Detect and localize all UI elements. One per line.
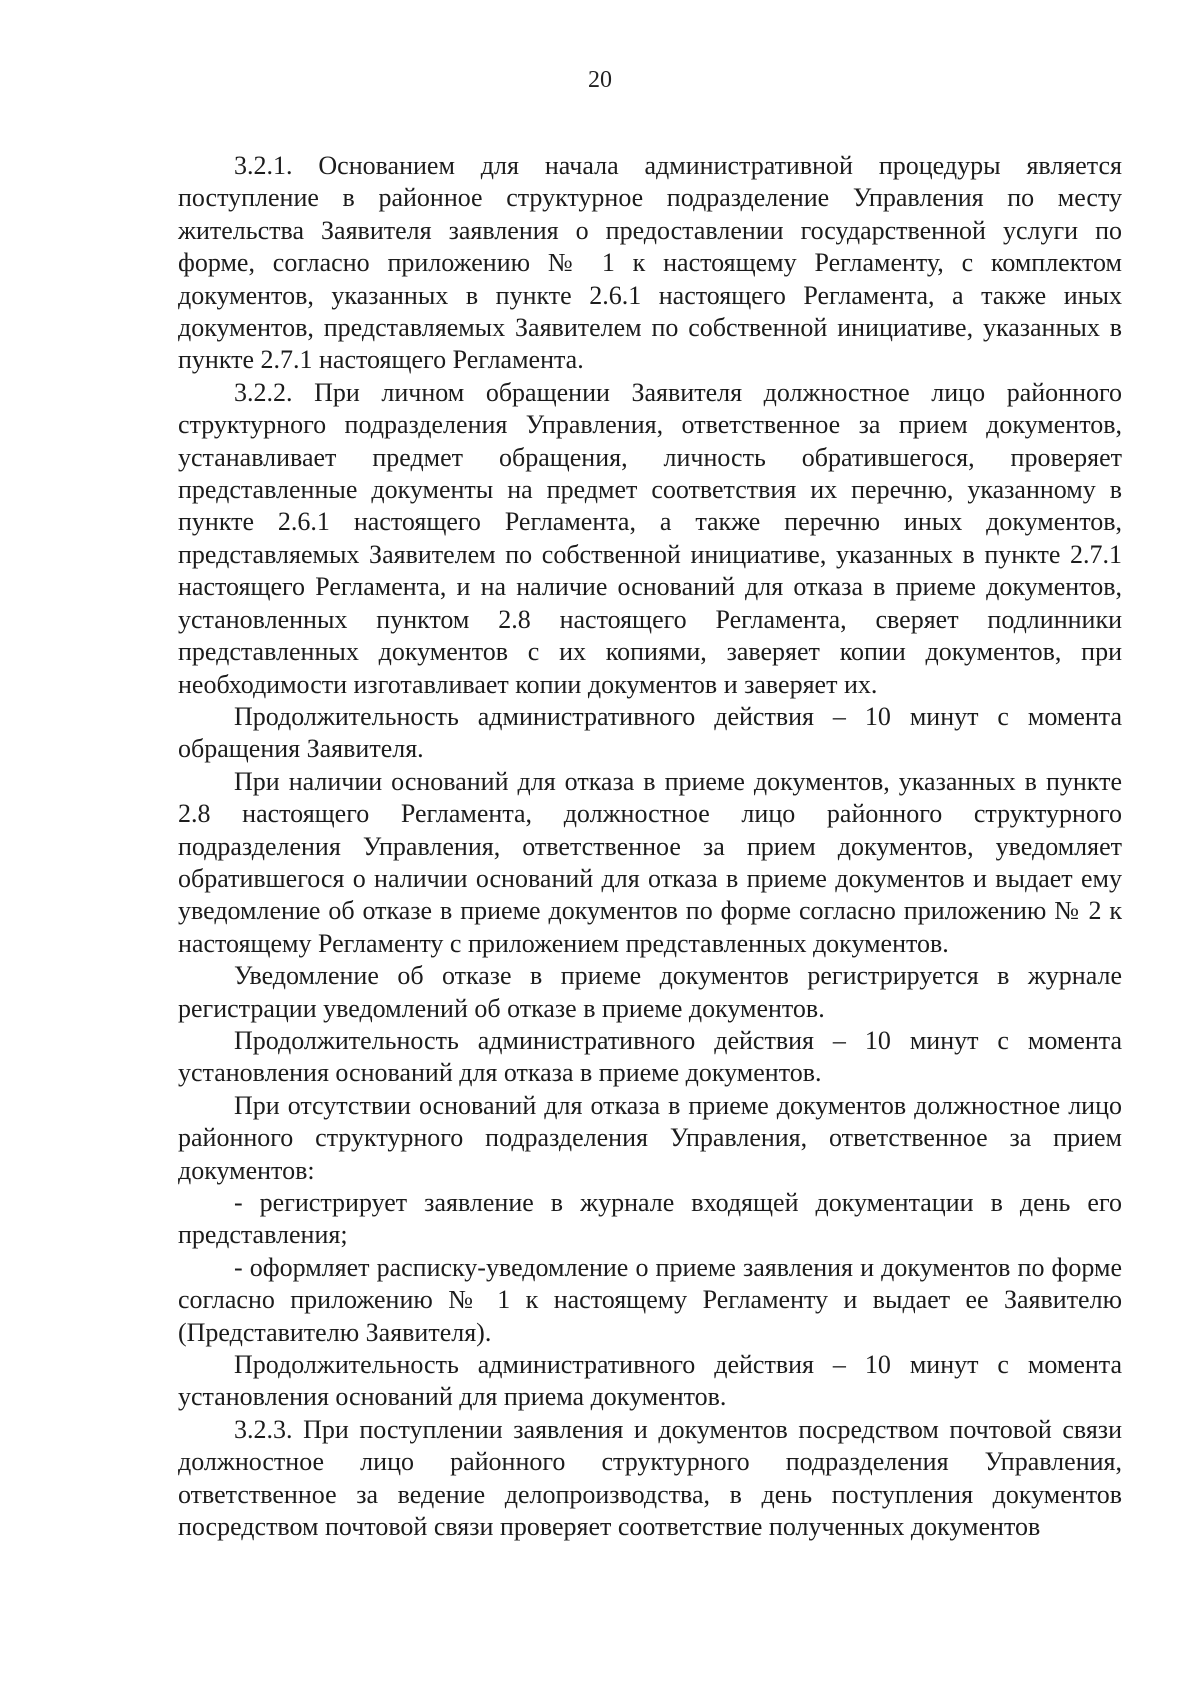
paragraph-duration-1: Продолжительность административного действия – 10 минут с момента обращения Заявителя. <box>178 701 1122 764</box>
paragraph-duration-2: Продолжительность административного действия – 10 минут с момента установления оснований для отказа в приеме документов. <box>178 1025 1122 1088</box>
paragraph-no-refusal-grounds: При отсутствии оснований для отказа в приеме документов должностное лицо районного структурного подразделения Управления, ответственное за прием документов: <box>178 1090 1122 1185</box>
list-item-issue-receipt: - оформляет расписку-уведомление о приеме заявления и документов по форме согласно приложению № 1 к настоящему Регламенту и выдает ее Заявителю (Представителю Заявителя). <box>178 1252 1122 1347</box>
page-number: 20 <box>588 67 612 93</box>
paragraph-refusal-registration: Уведомление об отказе в приеме документов регистрируется в журнале регистрации уведомлений об отказе в приеме документов. <box>178 961 1122 1023</box>
paragraph-duration-3: Продолжительность административного действия – 10 минут с момента установления оснований для приема документов. <box>178 1350 1122 1412</box>
paragraph-3-2-2: 3.2.2. При личном обращении Заявителя должностное лицо районного структурного подразделения Управления, ответственное за прием документов, устанавливает предмет обращения, личность обратившегося, проверяет представленные документы на предмет соответствия их перечню, указанному в пункте 2.6.1 настоящего Регламента, а также перечню иных документов, представляемых Заявителем по собственной инициативе, указанных в пункте 2.7.1 настоящего Регламента, и на наличие оснований для отказа в приеме документов, установленных пунктом 2.8 настоящего Регламента, сверяет подлинники представленных документов с их копиями, заверяет копии документов, при необходимости изготавливает копии документов и заверяет их. <box>178 377 1122 699</box>
document-body <box>178 150 1122 1543</box>
list-item-register-application: - регистрирует заявление в журнале входящей документации в день его представления; <box>178 1188 1122 1250</box>
paragraph-refusal-grounds: При наличии оснований для отказа в приеме документов, указанных в пункте 2.8 настоящего Регламента, должностное лицо районного структурного подразделения Управления, ответственное за прием документов, уведомляет обратившегося о наличии оснований для отказа в приеме документов и выдает ему уведомление об отказе в приеме документов по форме согласно приложению № 2 к настоящему Регламенту с приложением представленных документов. <box>178 766 1122 958</box>
paragraph-3-2-1: 3.2.1. Основанием для начала административной процедуры является поступление в районное структурное подразделение Управления по месту жительства Заявителя заявления о предоставлении государственной услуги по форме, согласно приложению № 1 к настоящему Регламенту, с комплектом документов, указанных в пункте 2.6.1 настоящего Регламента, а также иных документов, представляемых Заявителем по собственной инициативе, указанных в пункте 2.7.1 настоящего Регламента. <box>178 151 1122 375</box>
paragraph-3-2-3: 3.2.3. При поступлении заявления и документов посредством почтовой связи должностное лицо районного структурного подразделения Управления, ответственное за ведение делопроизводства, в день поступления документов посредством почтовой связи проверяет соответствие полученных документов <box>178 1414 1122 1542</box>
